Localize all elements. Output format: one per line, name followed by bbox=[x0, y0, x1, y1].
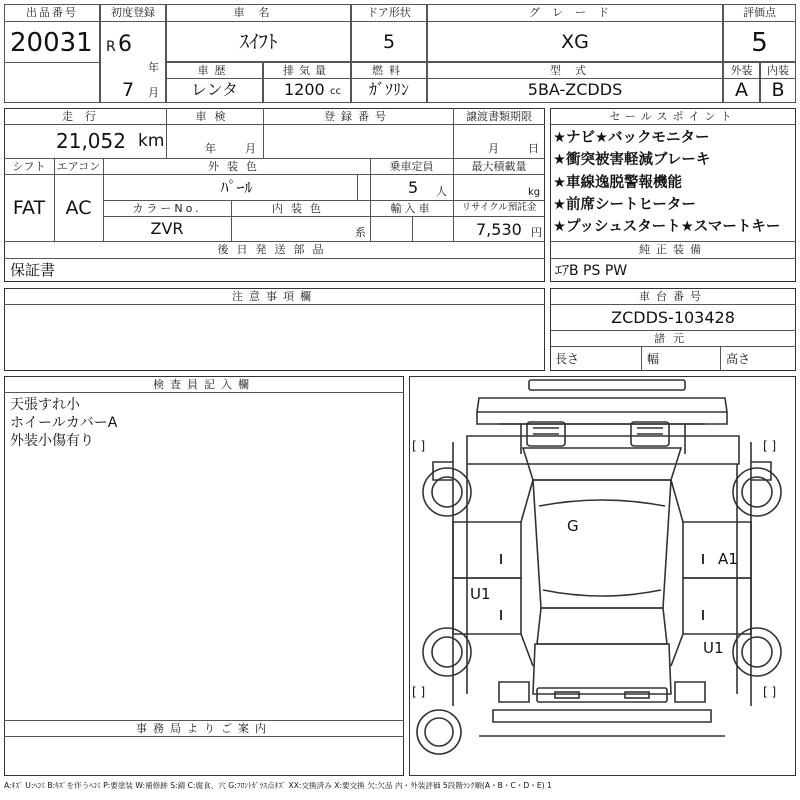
sales-point-2: ★衝突被害軽減ブレーキ bbox=[553, 152, 711, 168]
later-parts-label: 後日発送部品 bbox=[217, 243, 332, 256]
history-label: 車歴 bbox=[197, 64, 232, 77]
fuel-label: 燃料 bbox=[372, 64, 406, 77]
recycle-label: リサイクル預託金 bbox=[461, 202, 537, 213]
sales-point-5: ★プッシュスタート★スマートキー bbox=[553, 219, 781, 235]
doors-label: ドア形状 bbox=[367, 6, 411, 19]
transfer-label: 譲渡書類期限 bbox=[466, 110, 532, 123]
month-unit: 月 bbox=[148, 86, 159, 99]
capacity: 5 bbox=[408, 178, 419, 197]
era: R bbox=[106, 39, 116, 55]
dims-label: 諸元 bbox=[654, 332, 692, 345]
year-unit: 年 bbox=[148, 61, 159, 74]
sales-point-1: ★ナビ★バックモニター bbox=[553, 130, 710, 146]
transfer-month-unit: 月 bbox=[488, 142, 499, 155]
score-label: 評価点 bbox=[743, 6, 776, 19]
inspector-note-1: 天張すれ小 bbox=[10, 397, 80, 413]
width-label: 幅 bbox=[647, 352, 660, 366]
office-label: 事務局よりご案内 bbox=[136, 722, 272, 735]
mileage: 21,052 bbox=[56, 129, 126, 153]
doors: 5 bbox=[382, 31, 396, 53]
ext-grade: A bbox=[735, 79, 748, 101]
shift-label: シフト bbox=[12, 160, 46, 173]
displacement-unit: cc bbox=[330, 86, 341, 97]
fuel: ｶﾞｿﾘﾝ bbox=[368, 80, 409, 99]
inspector-label: 検査員記入欄 bbox=[153, 378, 255, 391]
model-label: 型式 bbox=[550, 64, 600, 77]
standard-equipment: ｴｱB PS PW bbox=[555, 263, 628, 279]
interior-color-unit: 系 bbox=[355, 226, 366, 239]
bracket-right-upper: [ ] bbox=[763, 439, 777, 453]
capacity-label: 乗車定員 bbox=[389, 160, 434, 173]
displacement-label: 排気量 bbox=[283, 64, 331, 77]
mileage-unit: km bbox=[138, 131, 165, 151]
sales-point-4: ★前席シートヒーター bbox=[553, 197, 696, 213]
score: 5 bbox=[751, 28, 768, 58]
car-diagram bbox=[409, 376, 796, 776]
capacity-unit: 人 bbox=[436, 185, 447, 198]
caution-label: 注意事項欄 bbox=[232, 290, 317, 303]
history: レンタ bbox=[191, 80, 238, 99]
mileage-label: 走行 bbox=[62, 110, 108, 123]
inspection-year-unit: 年 bbox=[205, 142, 216, 155]
first-reg-label: 初度登録 bbox=[111, 6, 155, 19]
inspector-note-2: ホイールカバーA bbox=[10, 415, 118, 431]
lot-no-label: 出品番号 bbox=[26, 6, 78, 19]
height-label: 高さ bbox=[726, 352, 751, 366]
exterior-color: ﾊﾟｰﾙ bbox=[220, 178, 253, 197]
car-name: ｽｲﾌﾄ bbox=[239, 31, 278, 53]
recycle-unit: 円 bbox=[531, 226, 542, 239]
reg-month: 7 bbox=[122, 79, 135, 101]
transfer-day-unit: 日 bbox=[528, 142, 539, 155]
max-load-label: 最大積載量 bbox=[471, 160, 527, 173]
color-no: ZVR bbox=[150, 219, 184, 238]
bracket-left-upper: [ ] bbox=[412, 439, 426, 453]
damage-mark-left-side: U1 bbox=[470, 585, 491, 603]
damage-mark-front-right: A1 bbox=[718, 550, 738, 568]
length-label: 長さ bbox=[555, 352, 580, 366]
grade-label: グレード bbox=[529, 6, 621, 19]
inspection-month-unit: 月 bbox=[245, 142, 256, 155]
import-label: 輸入車 bbox=[390, 202, 433, 215]
ac-label: エアコン bbox=[56, 160, 101, 173]
damage-mark-roof: G bbox=[567, 517, 579, 535]
lot-no: 20031 bbox=[10, 28, 93, 58]
max-load-unit: kg bbox=[528, 187, 541, 198]
displacement: 1200 bbox=[284, 80, 325, 99]
interior-color-label: 内装色 bbox=[272, 202, 329, 215]
legend: A:ｷｽﾞ U:ﾍｺﾐ B:ｷｽﾞを伴うﾍｺﾐ P:要塗装 W:補修跡 S:錆 C:腐食、穴 G:ﾌﾛﾝﾄｶﾞﾗｽ点ｷｽﾞ XX:交換済み X:要交換 欠:欠品 内・外装評価 5段階ﾗﾝｸ順(A・B・C・D・E) 1 bbox=[4, 781, 552, 790]
color-no-label: カラーNo. bbox=[132, 202, 202, 215]
car-name-label: 車名 bbox=[233, 6, 284, 19]
chassis-label: 車台番号 bbox=[639, 290, 707, 303]
exterior-color-label: 外装色 bbox=[208, 160, 265, 173]
damage-mark-rear-right: U1 bbox=[703, 639, 724, 657]
later-parts: 保証書 bbox=[10, 261, 56, 279]
inspector-note-3: 外装小傷有り bbox=[10, 433, 94, 449]
model: 5BA-ZCDDS bbox=[527, 80, 623, 99]
inspection-label: 車検 bbox=[195, 110, 234, 123]
sales-point-3: ★車線逸脱警報機能 bbox=[553, 175, 682, 191]
reg-year: 6 bbox=[118, 32, 132, 57]
int-grade: B bbox=[771, 79, 785, 101]
chassis-number: ZCDDS-103428 bbox=[611, 308, 735, 327]
sales-points-label: セールスポイント bbox=[609, 110, 737, 123]
int-label: 内装 bbox=[767, 64, 789, 77]
recycle: 7,530 bbox=[476, 220, 522, 239]
bracket-left-lower: [ ] bbox=[412, 685, 426, 699]
standard-label: 純正装備 bbox=[639, 243, 707, 256]
reg-no-label: 登録番号 bbox=[324, 110, 392, 123]
grade: XG bbox=[561, 31, 589, 53]
bracket-right-lower: [ ] bbox=[763, 685, 777, 699]
ac: AC bbox=[65, 197, 92, 219]
ext-label: 外装 bbox=[730, 64, 753, 77]
shift: FAT bbox=[12, 197, 46, 219]
